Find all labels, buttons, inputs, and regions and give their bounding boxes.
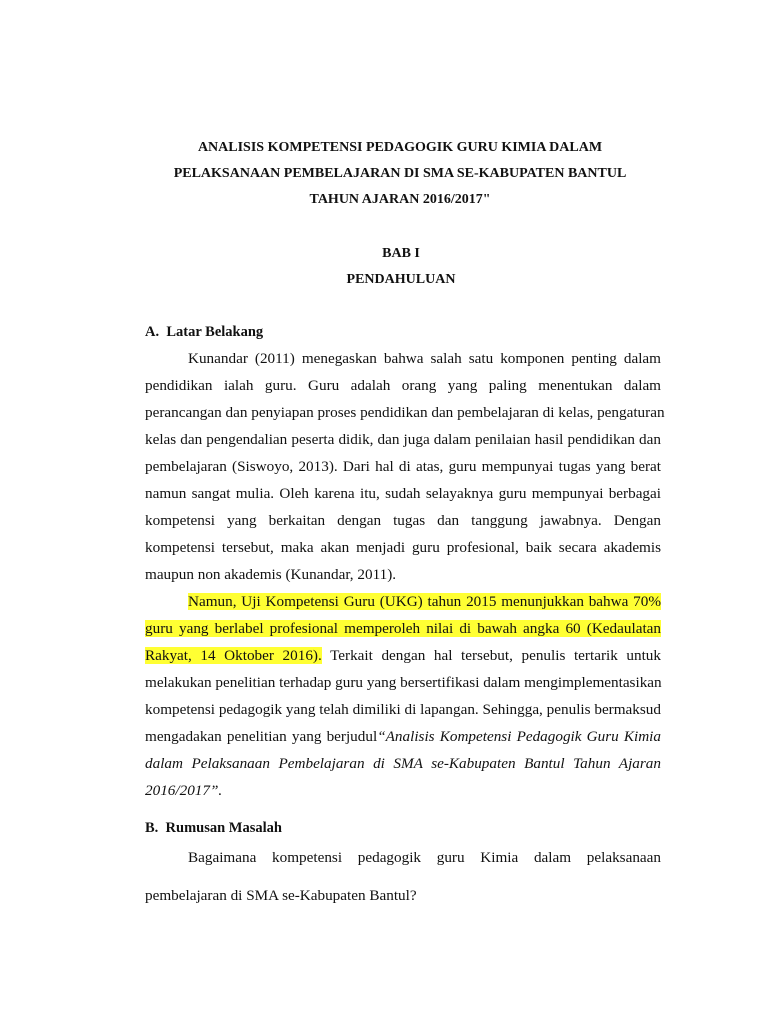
paragraph-3-cont: [145, 882, 661, 909]
p1-line: kelas dan pengendalian peserta didik, dan juga dalam penilaian hasil pendidikan dan: [145, 431, 661, 448]
title-line-2: PELAKSANAAN PEMBELAJARAN DI SMA SE-KABUPATEN BANTUL: [173, 166, 627, 181]
section-b-heading: [145, 820, 282, 837]
p2-line: [145, 588, 661, 615]
paragraph-3: [145, 844, 661, 871]
p1-line: Kunandar (2011) menegaskan bahwa salah satu komponen penting dalam: [188, 350, 661, 367]
p2-text: Terkait dengan hal tersebut, penulis tertarik untuk: [321, 647, 661, 664]
section-b-title: Rumusan Masalah: [165, 820, 282, 836]
research-title-italic: 2016/2017”.: [145, 782, 223, 799]
p2-text: mengadakan penelitian yang berjudul: [145, 728, 378, 745]
paragraph-1: [145, 345, 665, 588]
p1-line: pembelajaran (Siswoyo, 2013). Dari hal di atas, guru mempunyai tugas yang berat: [145, 458, 661, 475]
p1-line: pendidikan ialah guru. Guru adalah orang yang paling menentukan dalam: [145, 377, 661, 394]
highlighted-text: Rakyat, 14 Oktober 2016).: [145, 647, 322, 664]
section-a-title: Latar Belakang: [166, 324, 264, 340]
p2-line: kompetensi pedagogik yang telah dimiliki di lapangan. Sehingga, penulis bermaksud: [145, 701, 661, 718]
section-b-label: B.: [145, 820, 159, 836]
research-title-italic: “Analisis Kompetensi Pedagogik Guru Kimia: [377, 728, 661, 745]
chapter-title: PENDAHULUAN: [346, 272, 456, 287]
p3-line: Bagaimana kompetensi pedagogik guru Kimia dalam pelaksanaan: [188, 849, 661, 866]
p2-line: [145, 642, 661, 669]
title-line-1: ANALISIS KOMPETENSI PEDAGOGIK GURU KIMIA DALAM: [197, 140, 603, 155]
p2-line: melakukan penelitian terhadap guru yang bersertifikasi dalam mengimplementasikan: [145, 674, 662, 691]
title-line-3: TAHUN AJARAN 2016/2017": [309, 192, 491, 207]
p1-line: namun sangat mulia. Oleh karena itu, sudah selayaknya guru mempunyai berbagai: [145, 485, 661, 502]
p1-line: kompetensi yang berkaitan dengan tugas dan tanggung jawabnya. Dengan: [145, 512, 661, 529]
highlighted-text: guru yang berlabel profesional memperoleh nilai di bawah angka 60 (Kedaulatan: [145, 620, 661, 637]
p2-line: [145, 615, 661, 642]
section-a-label: A.: [145, 324, 160, 340]
section-a-heading: [145, 324, 263, 341]
highlighted-text: Namun, Uji Kompetensi Guru (UKG) tahun 2015 menunjukkan bahwa 70%: [188, 593, 661, 610]
p1-line: kompetensi tersebut, maka akan menjadi guru profesional, baik secara akademis: [145, 539, 661, 556]
p1-line: maupun non akademis (Kunandar, 2011).: [145, 566, 397, 583]
p2-line: [145, 723, 661, 750]
paragraph-2: [145, 588, 661, 804]
chapter-number: BAB I: [382, 246, 420, 261]
research-title-italic: dalam Pelaksanaan Pembelajaran di SMA se-Kabupaten Bantul Tahun Ajaran: [145, 755, 661, 772]
p3-line: pembelajaran di SMA se-Kabupaten Bantul?: [145, 887, 417, 904]
p1-line: perancangan dan penyiapan proses pendidikan dan pembelajaran di kelas, pengaturan: [145, 404, 665, 421]
document-title: [110, 135, 690, 213]
